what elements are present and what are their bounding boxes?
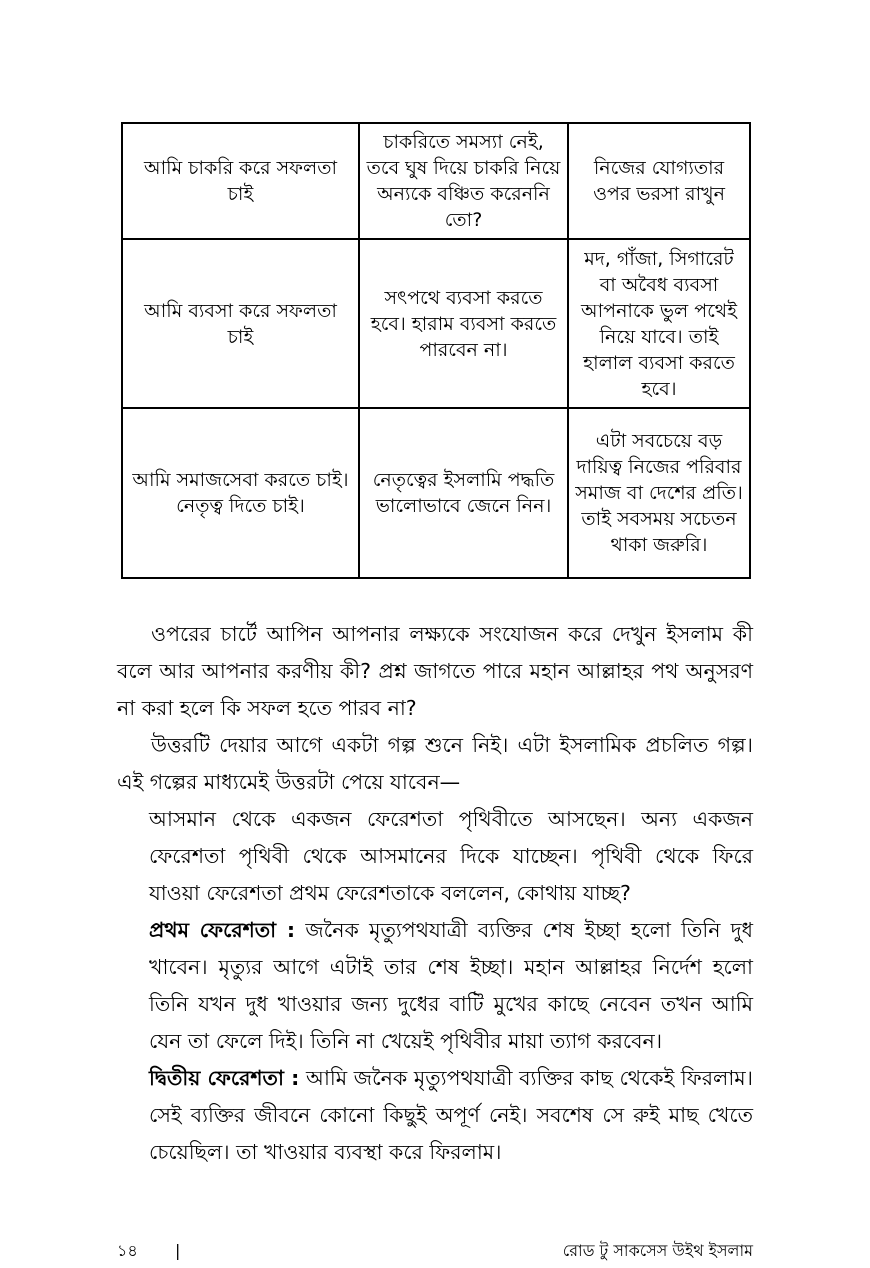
footer-separator: | bbox=[175, 1241, 181, 1260]
paragraph-first-angel bbox=[117, 912, 753, 1060]
speech-text: আমি জনৈক মৃত্যুপথযাত্রী ব্যক্তির কাছ থেকেই ফিরলাম। সেই ব্যক্তির জীবনে কোনো কিছুই অপূর্ণ নেই। সবশেষ সে রুই মাছ খেতে চেয়েছিল। তা খাওয়ার ব্যবস্থা করে ফিরলাম। bbox=[149, 1066, 753, 1164]
table-cell-guidance: চাকরিতে সমস্যা নেই, তবে ঘুষ দিয়ে চাকরি নিয়ে অন্যকে বঞ্চিত করেননি তো? bbox=[359, 123, 568, 239]
running-title: রোড টু সাকসেস উইথ ইসলাম bbox=[562, 1241, 753, 1260]
speaker-label: দ্বিতীয় ফেরেশতা : bbox=[149, 1066, 300, 1090]
body-text bbox=[117, 616, 753, 1171]
table-cell-advice: এটা সবচেয়ে বড় দায়িত্ব নিজের পরিবার সমাজ বা দেশের প্রতি। তাই সবসময় সচেতন থাকা জরুরি। bbox=[568, 408, 750, 578]
page-footer bbox=[117, 1238, 753, 1264]
table-row bbox=[122, 123, 750, 239]
paragraph-second-angel bbox=[117, 1060, 753, 1171]
table-cell-goal: আমি সমাজসেবা করতে চাই। নেতৃত্ব দিতে চাই। bbox=[122, 408, 359, 578]
table-cell-advice: নিজের যোগ্যতার ওপর ভরসা রাখুন bbox=[568, 123, 750, 239]
table-row bbox=[122, 239, 750, 408]
table-row bbox=[122, 408, 750, 578]
table-cell-guidance: সৎপথে ব্যবসা করতে হবে। হারাম ব্যবসা করতে পারবেন না। bbox=[359, 239, 568, 408]
paragraph-story-intro: উত্তরটি দেয়ার আগে একটা গল্প শুনে নিই। এটা ইসলামিক প্রচলিত গল্প। এই গল্পের মাধ্যমেই উত্তরটা পেয়ে যাবেন— bbox=[117, 733, 753, 794]
paragraph-story-narration: আসমান থেকে একজন ফেরেশতা পৃথিবীতে আসছেন। অন্য একজন ফেরেশতা পৃথিবী থেকে আসমানের দিকে যাচ্ছেন। পৃথিবী থেকে ফিরে যাওয়া ফেরেশতা প্রথম ফেরেশতাকে বললেন, কোথায় যাচ্ছ? bbox=[149, 807, 753, 905]
table-cell-goal: আমি চাকরি করে সফলতা চাই bbox=[122, 123, 359, 239]
goal-chart-table bbox=[121, 122, 751, 579]
page-number: ১৪ bbox=[117, 1241, 138, 1260]
table-cell-goal: আমি ব্যবসা করে সফলতা চাই bbox=[122, 239, 359, 408]
table-cell-guidance: নেতৃত্বের ইসলামি পদ্ধতি ভালোভাবে জেনে নিন। bbox=[359, 408, 568, 578]
table-cell-advice: মদ, গাঁজা, সিগারেট বা অবৈধ ব্যবসা আপনাকে ভুল পথেই নিয়ে যাবে। তাই হালাল ব্যবসা করতে হবে। bbox=[568, 239, 750, 408]
speech-text: জনৈক মৃত্যুপথযাত্রী ব্যক্তির শেষ ইচ্ছা হলো তিনি দুধ খাবেন। মৃত্যুর আগে এটাই তার শেষ ইচ্ছা। মহান আল্লাহর নির্দেশ হলো তিনি যখন দুধ খাওয়ার জন্য দুধের বাটি মুখের কাছে নেবেন তখন আমি যেন তা ফেলে দিই। তিনি না খেয়েই পৃথিবীর মায়া ত্যাগ করবেন। bbox=[149, 918, 754, 1053]
paragraph-chart-intro: ওপরের চার্টে আপিন আপনার লক্ষ্যকে সংযোজন করে দেখুন ইসলাম কী বলে আর আপনার করণীয় কী? প্রশ্ন জাগতে পারে মহান আল্লাহর পথ অনুসরণ না করা হলে কি সফল হতে পারব না? bbox=[117, 622, 753, 720]
speaker-label: প্রথম ফেরেশতা : bbox=[149, 918, 296, 942]
